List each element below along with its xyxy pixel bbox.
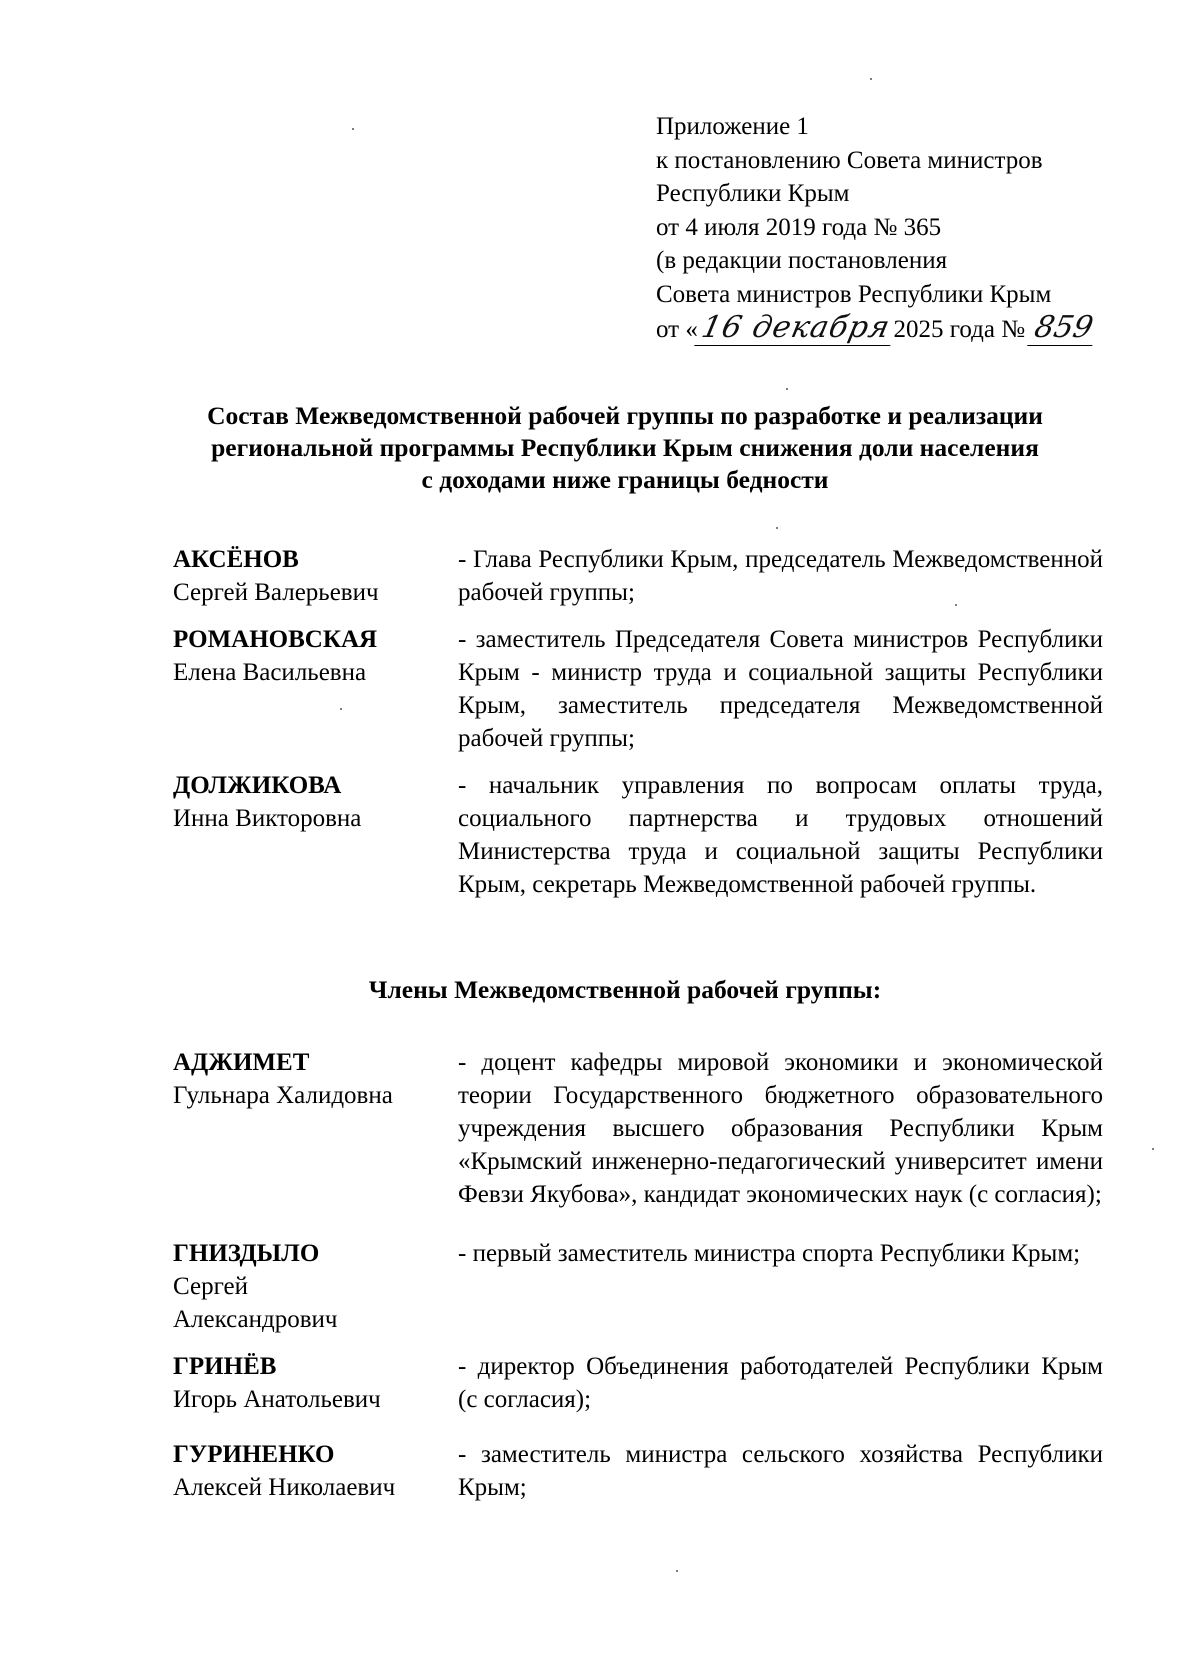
document-title [160, 400, 1090, 496]
list-item [173, 1350, 1103, 1416]
person-name [173, 1438, 458, 1504]
person-role: - заместитель Председателя Совета министров Республики Крым - министр труда и социальной защиты Республики Крым, заместитель председателя Межведомственной рабочей группы; [458, 626, 1103, 752]
handwritten-number: 859 [1028, 311, 1101, 346]
appendix-header [656, 110, 1116, 347]
list-item [173, 1237, 1103, 1336]
person-name [173, 1237, 373, 1336]
scan-speck [352, 128, 354, 130]
surname: АКСЁНОВ [173, 546, 299, 573]
surname: ГУРИНЕНКО [173, 1441, 335, 1468]
members-heading: Члены Межведомственной рабочей группы: [368, 975, 882, 1004]
surname: ГРИНЁВ [173, 1353, 277, 1380]
list-item [173, 769, 1103, 901]
scan-speck [870, 78, 872, 80]
given-name: Игорь Анатольевич [173, 1386, 381, 1413]
appendix-line: к постановлению Совета министров [656, 146, 1043, 174]
person-name [173, 1350, 458, 1416]
person-name [173, 623, 458, 755]
appendix-line: от 4 июля 2019 года № 365 [656, 213, 942, 241]
surname: ДОЛЖИКОВА [173, 772, 342, 799]
title-line: региональной программы Республики Крым снижения доли населения [211, 433, 1039, 462]
person-role: - первый заместитель министра спорта Республики Крым; [458, 1240, 1081, 1267]
given-name: Инна Викторовна [173, 805, 362, 832]
leadership-list [173, 543, 1103, 915]
person-role: - заместитель министра сельского хозяйства Республики Крым; [458, 1441, 1103, 1501]
given-name: Сергей Александрович [173, 1273, 338, 1333]
list-item [173, 1046, 1103, 1211]
handwritten-date: 16 декабря [694, 311, 897, 346]
title-line: Состав Межведомственной рабочей группы по разработке и реализации [207, 401, 1043, 430]
surname: РОМАНОВСКАЯ [173, 626, 378, 653]
person-role: - начальник управления по вопросам оплаты труда, социального партнерства и трудовых отношений Министерства труда и социальной защиты Республики Крым, секретарь Межведомственной рабочей группы. [458, 772, 1103, 898]
members-list [173, 1046, 1103, 1518]
scan-speck [1152, 1148, 1154, 1150]
scan-speck [676, 1570, 678, 1572]
list-item [173, 1438, 1103, 1504]
scan-speck [340, 708, 342, 710]
person-role: - директор Объединения работодателей Республики Крым (с согласия); [458, 1353, 1103, 1413]
surname: ГНИЗДЫЛО [173, 1240, 320, 1267]
list-item [173, 623, 1103, 755]
person-name [173, 769, 458, 901]
title-line: с доходами ниже границы бедности [421, 465, 829, 494]
appendix-line: Совета министров Республики Крым [656, 280, 1052, 308]
appendix-line: (в редакции постановления [656, 247, 948, 274]
given-name: Елена Васильевна [173, 659, 367, 686]
given-name: Алексей Николаевич [173, 1474, 396, 1501]
surname: АДЖИМЕТ [173, 1049, 310, 1076]
date-suffix: 2025 года № [893, 316, 1032, 343]
scan-speck [955, 604, 957, 606]
person-role: - доцент кафедры мировой экономики и экономической теории Государственного бюджетного образовательного учреждения высшего образования Республики Крым «Крымский инженерно-педагогический университет имени Февзи Якубова», кандидат экономических наук (с согласия); [458, 1049, 1103, 1208]
person-role: - Глава Республики Крым, председатель Межведомственной рабочей группы; [458, 546, 1103, 606]
date-prefix: от « [656, 316, 698, 343]
given-name: Гульнара Халидовна [173, 1082, 393, 1109]
appendix-line: Республики Крым [656, 180, 850, 207]
scan-speck [776, 527, 778, 529]
appendix-line: Приложение 1 [656, 113, 809, 140]
scan-speck [786, 388, 788, 390]
appendix-date-line [656, 311, 1116, 347]
given-name: Сергей Валерьевич [173, 579, 379, 606]
person-name [173, 543, 458, 609]
list-item [173, 543, 1103, 609]
person-name [173, 1046, 458, 1211]
